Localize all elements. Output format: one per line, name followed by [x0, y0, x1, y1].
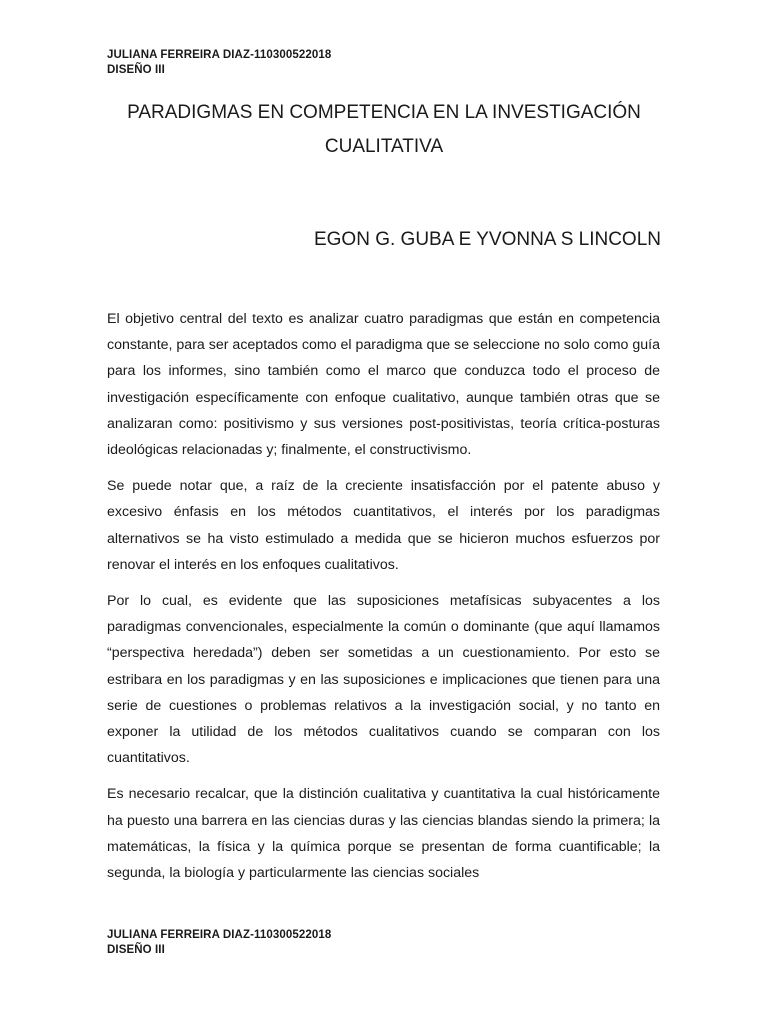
footer-course: DISEÑO III [107, 944, 165, 956]
header-author-line: JULIANA FERREIRA DIAZ-110300522018 [107, 49, 332, 61]
body-paragraph: Se puede notar que, a raíz de la creciente insatisfacción por el patente abuso y excesivo énfasis en los métodos cuantitativos, el interés por los paradigmas alternativos se ha visto estimulado a medida que se hicieron muchos esfuerzos por renovar el interés en los enfoques cualitativos. [107, 478, 660, 573]
body-paragraph: El objetivo central del texto es analizar cuatro paradigmas que están en competencia constante, para ser aceptados como el paradigma que se seleccione no solo como guía para los informes, sino también como el marco que conduzca todo el proceso de investigación específicamente con enfoque cualitativo, aunque también otras que se analizaran como: positivismo y sus versiones post-positivistas, teoría crítica-posturas ideológicas relacionadas y; finalmente, el constructivismo. [107, 311, 660, 459]
page-footer-header [107, 928, 331, 958]
body-paragraph: Por lo cual, es evidente que las suposiciones metafísicas subyacentes a los paradigmas convencionales, especialmente la común o dominante (que aquí llamamos “perspectiva heredada”) deben ser sometidas a un cuestionamiento. Por esto se estribara en los paradigmas y en las suposiciones e implicaciones que tienen para una serie de cuestiones o problemas relativos a la investigación social, y no tanto en exponer la utilidad de los métodos cualitativos cuando se comparan con los cuantitativos. [107, 593, 660, 767]
header-course: DISEÑO III [107, 64, 165, 76]
page-header [107, 48, 331, 78]
document-title: PARADIGMAS EN COMPETENCIA EN LA INVESTIGACIÓN CUALITATIVA [127, 102, 641, 157]
document-authors: EGON G. GUBA E YVONNA S LINCOLN [313, 229, 661, 250]
document-body [107, 306, 660, 918]
body-paragraph: Es necesario recalcar, que la distinción cualitativa y cuantitativa la cual históricamente ha puesto una barrera en las ciencias duras y las ciencias blandas siendo la primera; la matemáticas, la física y la química porque se presentan de forma cuantificable; la segunda, la biología y particularmente las ciencias sociales [107, 786, 660, 882]
footer-author-line: JULIANA FERREIRA DIAZ-110300522018 [107, 929, 332, 941]
